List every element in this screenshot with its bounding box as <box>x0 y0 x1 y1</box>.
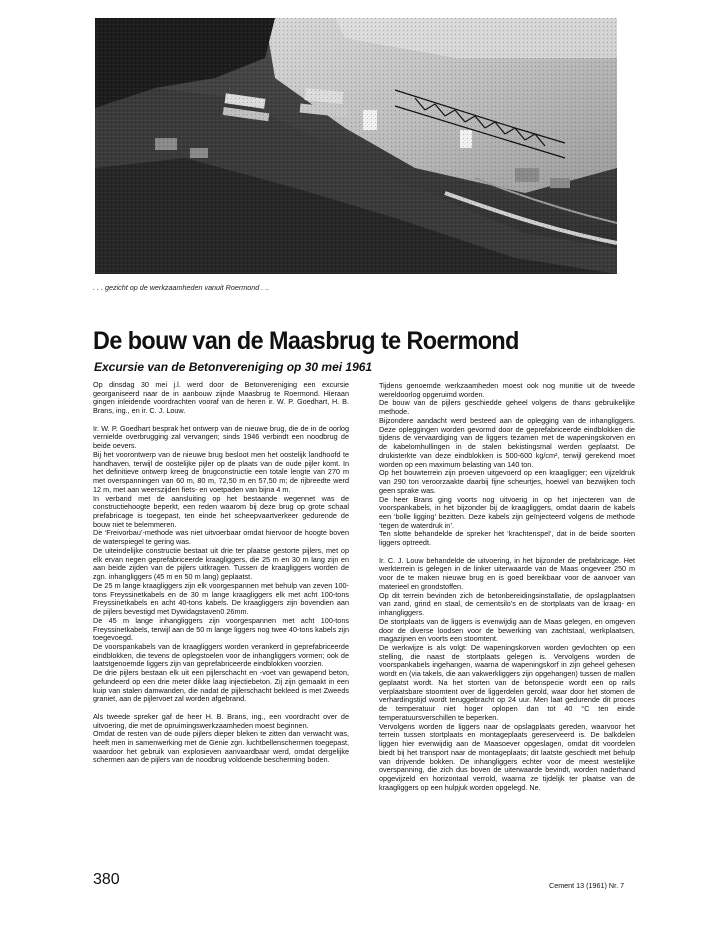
right-column-paragraph: De heer Brans ging voorts nog uitvoerig in op het injecteren van de voorspankabels, in het bijzonder bij de kraagliggers, omdat daarin de kabels een ‘bolle ligging’ bezitten. Deze kabels zijn geïnjecteerd volgens de methode ‘tegen de waterdruk in’. <box>379 494 635 530</box>
left-column <box>93 381 349 765</box>
left-column-paragraph: De ‘Freivorbau’-methode was niet uitvoerbaar omdat hiervoor de hoogte boven de waterspiegel te gering was. <box>93 528 349 547</box>
right-column-paragraph: De stortplaats van de liggers is evenwijdig aan de Maas gelegen, en omgeven door de diverse loodsen voor de bewerking van zachtstaal, werkplaatsen, magazijnen en voorts een stoomtent. <box>379 616 635 644</box>
left-column-paragraph: Als tweede spreker gaf de heer H. B. Brans, ing., een voordracht over de uitvoering, die met de opruimingswerkzaamheden moest beginnen. <box>93 711 349 730</box>
right-column-paragraph: Tijdens genoemde werkzaamheden moest ook nog munitie uit de tweede wereldoorlog opgeruimd worden. <box>379 381 635 399</box>
left-column-paragraph: Bij het voorontwerp van de nieuwe brug besloot men het oostelijk landhoofd te handhaven, terwijl de oostelijke pijler op de plaats van de oude pijler komt. In het definitieve ontwerp kreeg de brugconstructie een totale lengte van 270 m met overspanningen van 60 m, 80 m, 72,50 m en 57,50 m; de rijbreedte werd 12 m, met aan weerszijden fiets- en voetpaden van bijna 4 m. <box>93 449 349 494</box>
left-column-paragraph: Ir. W. P. Goedhart besprak het ontwerp van de nieuwe brug, die de in de oorlog vernielde overbrugging zal vervangen; sinds 1946 verbindt een noodbrug de beide oevers. <box>93 423 349 451</box>
right-column-paragraph: Op dit terrein bevinden zich de betonbereidingsinstallatie, de opslagplaatsen van zand, grind en staal, de cementsilo's en de stortplaats van de kraag- en inhangliggers. <box>379 590 635 618</box>
journal-reference: Cement 13 (1961) Nr. 7 <box>549 881 625 890</box>
left-column-paragraph: De uiteindelijke constructie bestaat uit drie ter plaatse gestorte pijlers, met op elk ervan negen geprefabriceerde kraagliggers, die 25 m en 30 m lang zijn en aan beide zijden van de pijlers uitkragen. Tussen de kraagliggers worden de zgn. inhangliggers (45 m en 50 m lang) geplaatst. <box>93 545 349 582</box>
left-column-paragraph: In verband met de aansluiting op het bestaande wegennet was de constructiehoogte beperkt, een reden waarom bij deze brug op grote schaal prefabricage is toegepast, ten einde het scheepvaartverkeer gedurende de bouw niet te belemmeren. <box>93 493 349 529</box>
left-column-paragraph: De 25 m lange kraagliggers zijn elk voorgespannen met behulp van zeven 100-tons Freyssinetkabels en de 30 m lange kraagliggers elk met acht 100-tons Freyssinetkabels en acht 40-tons kabels. De kraagliggers zijn bovendien aan de pijlers bevestigd met Dywidagstaven0 26mm. <box>93 580 349 617</box>
right-column-paragraph: Ten slotte behandelde de spreker het ‘krachtenspel’, dat in de beide soorten liggers optreedt. <box>379 529 635 548</box>
right-column-paragraph: De werkwijze is als volgt: De wapeningskorven worden gevlochten op een stelling, die naast de stortplaats gelegen is. Vervolgens worden de voorspankabels ingehangen, waarna de wapeningskorf in zijn geheel gehesen wordt en (via takels, die aan vakwerkliggers zijn opgehangen) tussen de mallen geplaatst wordt. Na het storten van de betonspecie wordt een op rails verplaatsbare stoomtent over de liggerdelen gerold, waar door het stomen de verhardingstijd wordt teruggebracht op 24 uur. Men laat gedurende dit proces de temperatuur niet hoger oplopen dan tot 40 °C ten einde temperatuursverschillen te beperken. <box>379 642 635 722</box>
left-column-paragraph: Op dinsdag 30 mei j.l. werd door de Betonvereniging een excursie georganiseerd naar de in aanbouw zijnde Maasbrug te Roermond. Hieraan gingen inleidende voordrachten vooraf van de heren ir. W. P. Goedhart, H. B. Brans, ing., en ir. C. J. Louw. <box>93 380 349 416</box>
photo-caption: . . . gezicht op de werkzaamheden vanuit Roermond . .. <box>93 283 270 292</box>
left-column-paragraph: Omdat de resten van de oude pijlers dieper bleken te zitten dan verwacht was, heeft men in samenwerking met de Genie zgn. luchtbellenschermen toegepast, waardoor het gebruik van explosieven aanvaardbaar werd, omdat dergelijke schermen aan de pijlers van de noodbrug voldoende bescherming boden. <box>93 729 349 765</box>
left-column-paragraph: De drie pijlers bestaan elk uit een pijlerschacht en -voet van gewapend beton, gefundeerd op een drie meter dikke laag injectiebeton. Zij zijn gemaakt in een kuip van stalen damwanden, die nadat de pijlerschacht bekleed is met Zweeds graniet, aan de pijlervoet zal worden afgebrand. <box>93 668 349 704</box>
page-number: 380 <box>93 871 120 888</box>
right-column-paragraph: Vervolgens worden de liggers naar de opslagplaats gereden, waarvoor het terrein tussen stortplaats en montageplaats gereserveerd is. De balkdelen liggen hier evenwijdig aan de Maasoever opgeslagen, omdat dit voordelen biedt bij het transport naar de montageplaats; dit laatste geschiedt met behulp van drijvende bokken. De inhangliggers echter voor de meest westelijke overspanning, die zich dus boven de uiterwaarde bevindt, worden naderhand opgevijzeld en horizontaal verrold, waarna ze tijdelijk ter plaatse van de kraagliggers op een hulpjuk worden opgelegd. Ne. <box>379 721 635 792</box>
article-subtitle: Excursie van de Betonvereniging op 30 mei 1961 <box>94 360 373 374</box>
right-column-paragraph: Bijzondere aandacht werd besteed aan de oplegging van de inhangliggers. Deze opleggingen worden gevormd door de geprefabriceerde eindblokken die tijdens de vervaardiging van de liggers tezamen met de wapeningskorven en de kabelomhullingen in de stalen bekistingsmal werden geplaatst. De drukisterkte van deze eindblokken is 500-600 kg/cm², terwijl gerekend moet worden op een maximum belasting van 140 ton. <box>379 415 635 469</box>
right-column-paragraph: De bouw van de pijlers geschiedde geheel volgens de thans gebruikelijke methode. <box>379 398 635 417</box>
construction-photo <box>95 18 617 274</box>
article-title: De bouw van de Maasbrug te Roermond <box>93 327 519 355</box>
right-column <box>379 382 635 792</box>
right-column-paragraph: Op het bouwterrein zijn proeven uitgevoerd op een kraagligger; een vijzeldruk van 290 ton veroorzaakte daarbij fijne scheurtjes, hoewel van bezwijken toch geen sprake was. <box>379 468 635 495</box>
left-column-paragraph: De voorspankabels van de kraagliggers worden verankerd in geprefabriceerde eindblokken, die tevens de oplegstoelen voor de inhangliggers vormen; ook de laatstgenoemde liggers zijn van geprefabriceerde eindblokken voorzien. <box>93 641 349 669</box>
left-column-paragraph: De 45 m lange inhangliggers zijn voorgespannen met acht 100-tons Freyssinetkabels, terwijl aan de 50 m lange liggers nog twee 40-tons kabels zijn toegevoegd. <box>93 615 349 643</box>
right-column-paragraph: Ir. C. J. Louw behandelde de uitvoering, in het bijzonder de prefabricage. Het werkterrein is gelegen in de linker uiterwaarde van de Maas ongeveer 250 m voor de te maken nieuwe brug en is goed bereikbaar voor de aanvoer van materieel en grondstoffen. <box>379 555 635 591</box>
